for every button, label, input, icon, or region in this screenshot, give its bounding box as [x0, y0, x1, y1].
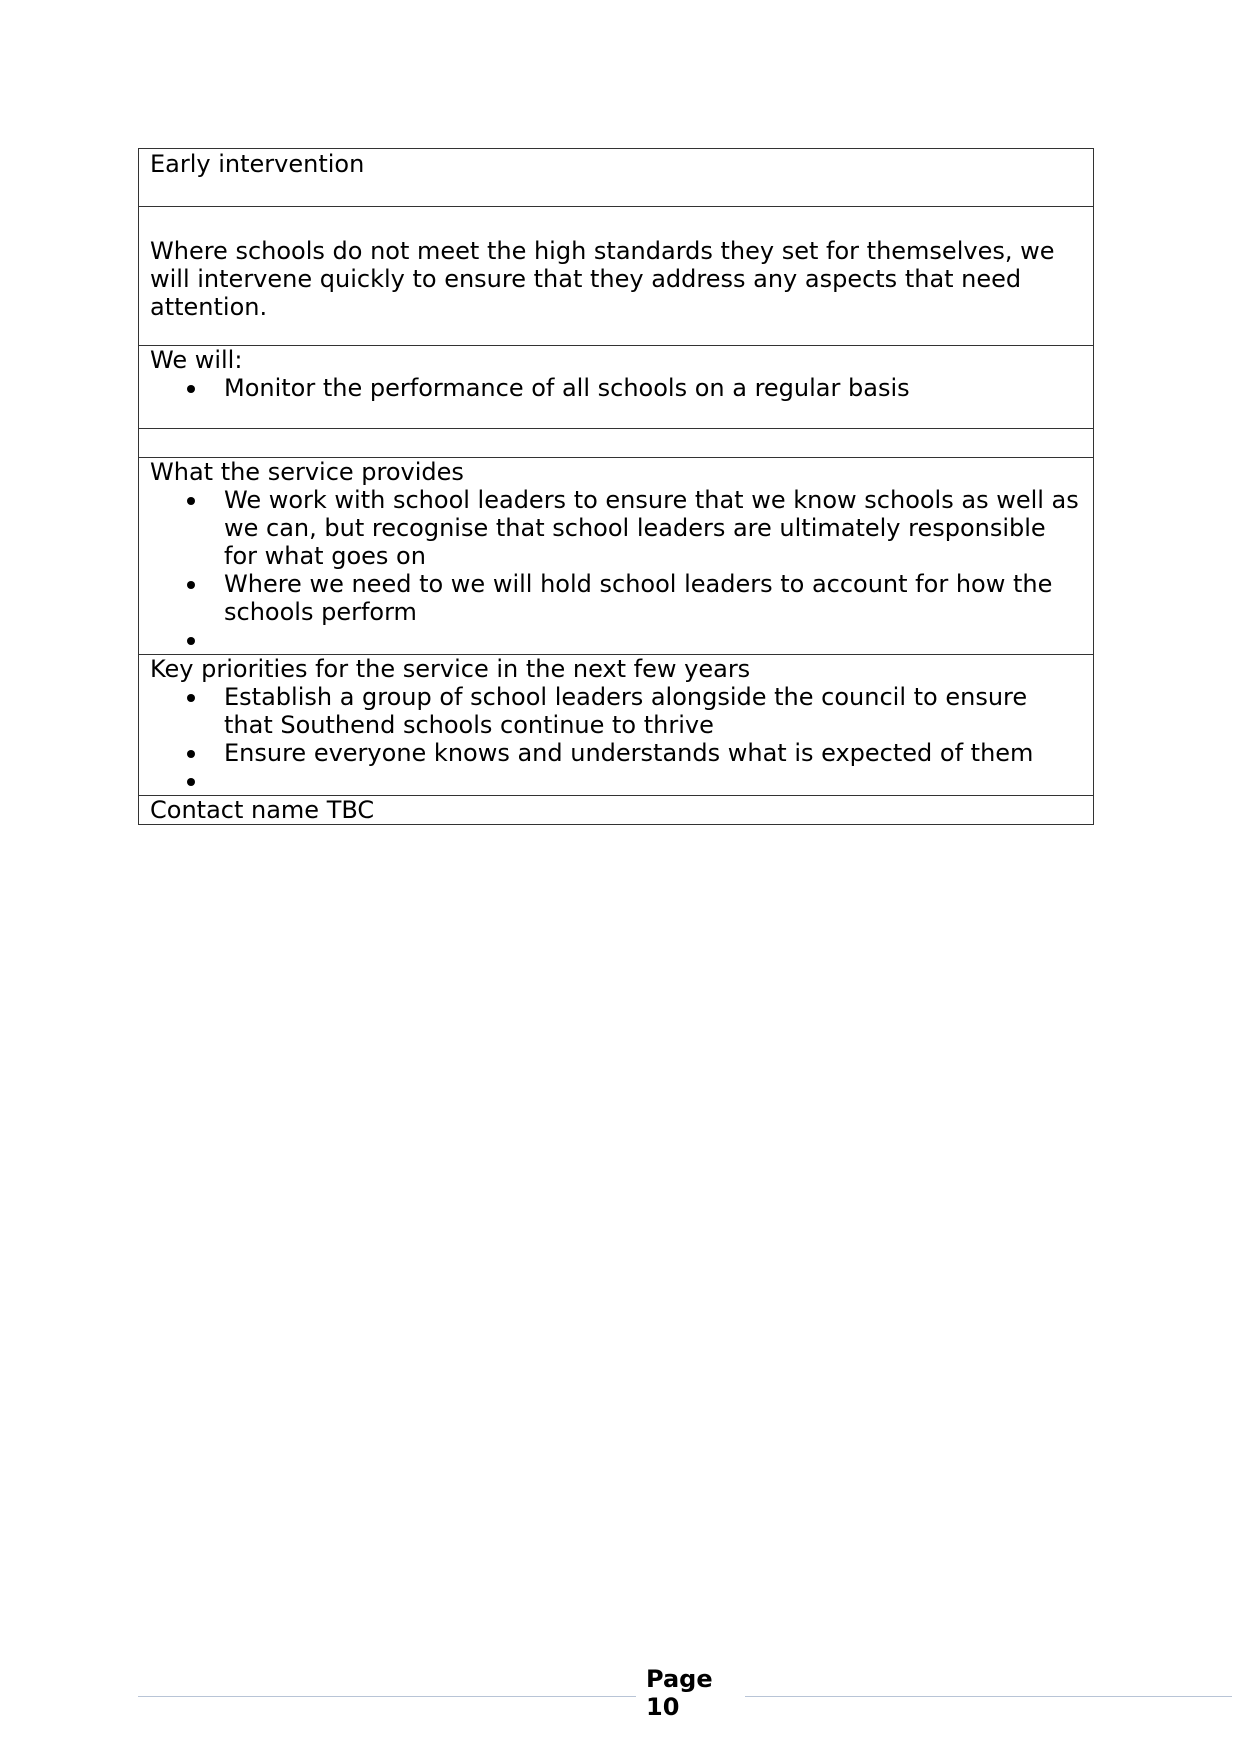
intro-text: Where schools do not meet the high standards they set for themselves, we will intervene quickly to ensure that they address any aspects that need attention.: [150, 237, 1055, 321]
footer-divider-left: [138, 1696, 636, 1697]
title-row: [139, 149, 1094, 207]
priorities-list: [150, 683, 1083, 795]
list-item-text: Monitor the performance of all schools on a regular basis: [224, 374, 910, 402]
intro-row: [139, 207, 1094, 346]
bullet-icon: [187, 778, 195, 786]
bullet-icon: [187, 497, 195, 505]
bullet-icon: [187, 581, 195, 589]
we-will-list: [150, 374, 1083, 402]
list-item: [150, 486, 1083, 570]
we-will-row: [139, 346, 1094, 429]
footer-divider-right: [745, 1696, 1232, 1697]
list-item-text: [224, 767, 232, 795]
list-item: [150, 739, 1083, 767]
list-item: [150, 626, 1083, 654]
priorities-heading: Key priorities for the service in the next few years: [150, 655, 751, 683]
section-title: Early intervention: [139, 149, 1094, 207]
service-table: [138, 148, 1094, 825]
contact-row: [139, 796, 1094, 825]
contact-text: Contact name TBC: [139, 796, 1094, 825]
empty-row: [139, 429, 1094, 458]
we-will-heading: We will:: [150, 346, 243, 374]
list-item-text: [224, 626, 232, 654]
bullet-icon: [187, 385, 195, 393]
provides-row: [139, 458, 1094, 655]
provides-heading: What the service provides: [150, 458, 464, 486]
list-item-text: We work with school leaders to ensure that we know schools as well as we can, but recognise that school leaders are ultimately responsible for what goes on: [224, 486, 1079, 570]
list-item: [150, 767, 1083, 795]
provides-list: [150, 486, 1083, 654]
list-item: [150, 683, 1083, 739]
page-number: 10: [646, 1693, 680, 1721]
page-label: Page: [646, 1665, 713, 1693]
bullet-icon: [187, 750, 195, 758]
list-item: [150, 374, 1083, 402]
list-item-text: Where we need to we will hold school leaders to account for how the schools perform: [224, 570, 1053, 626]
list-item-text: Establish a group of school leaders alongside the council to ensure that Southend schools continue to thrive: [224, 683, 1028, 739]
list-item: [150, 570, 1083, 626]
priorities-row: [139, 655, 1094, 796]
list-item-text: Ensure everyone knows and understands what is expected of them: [224, 739, 1034, 767]
bullet-icon: [187, 637, 195, 645]
bullet-icon: [187, 694, 195, 702]
